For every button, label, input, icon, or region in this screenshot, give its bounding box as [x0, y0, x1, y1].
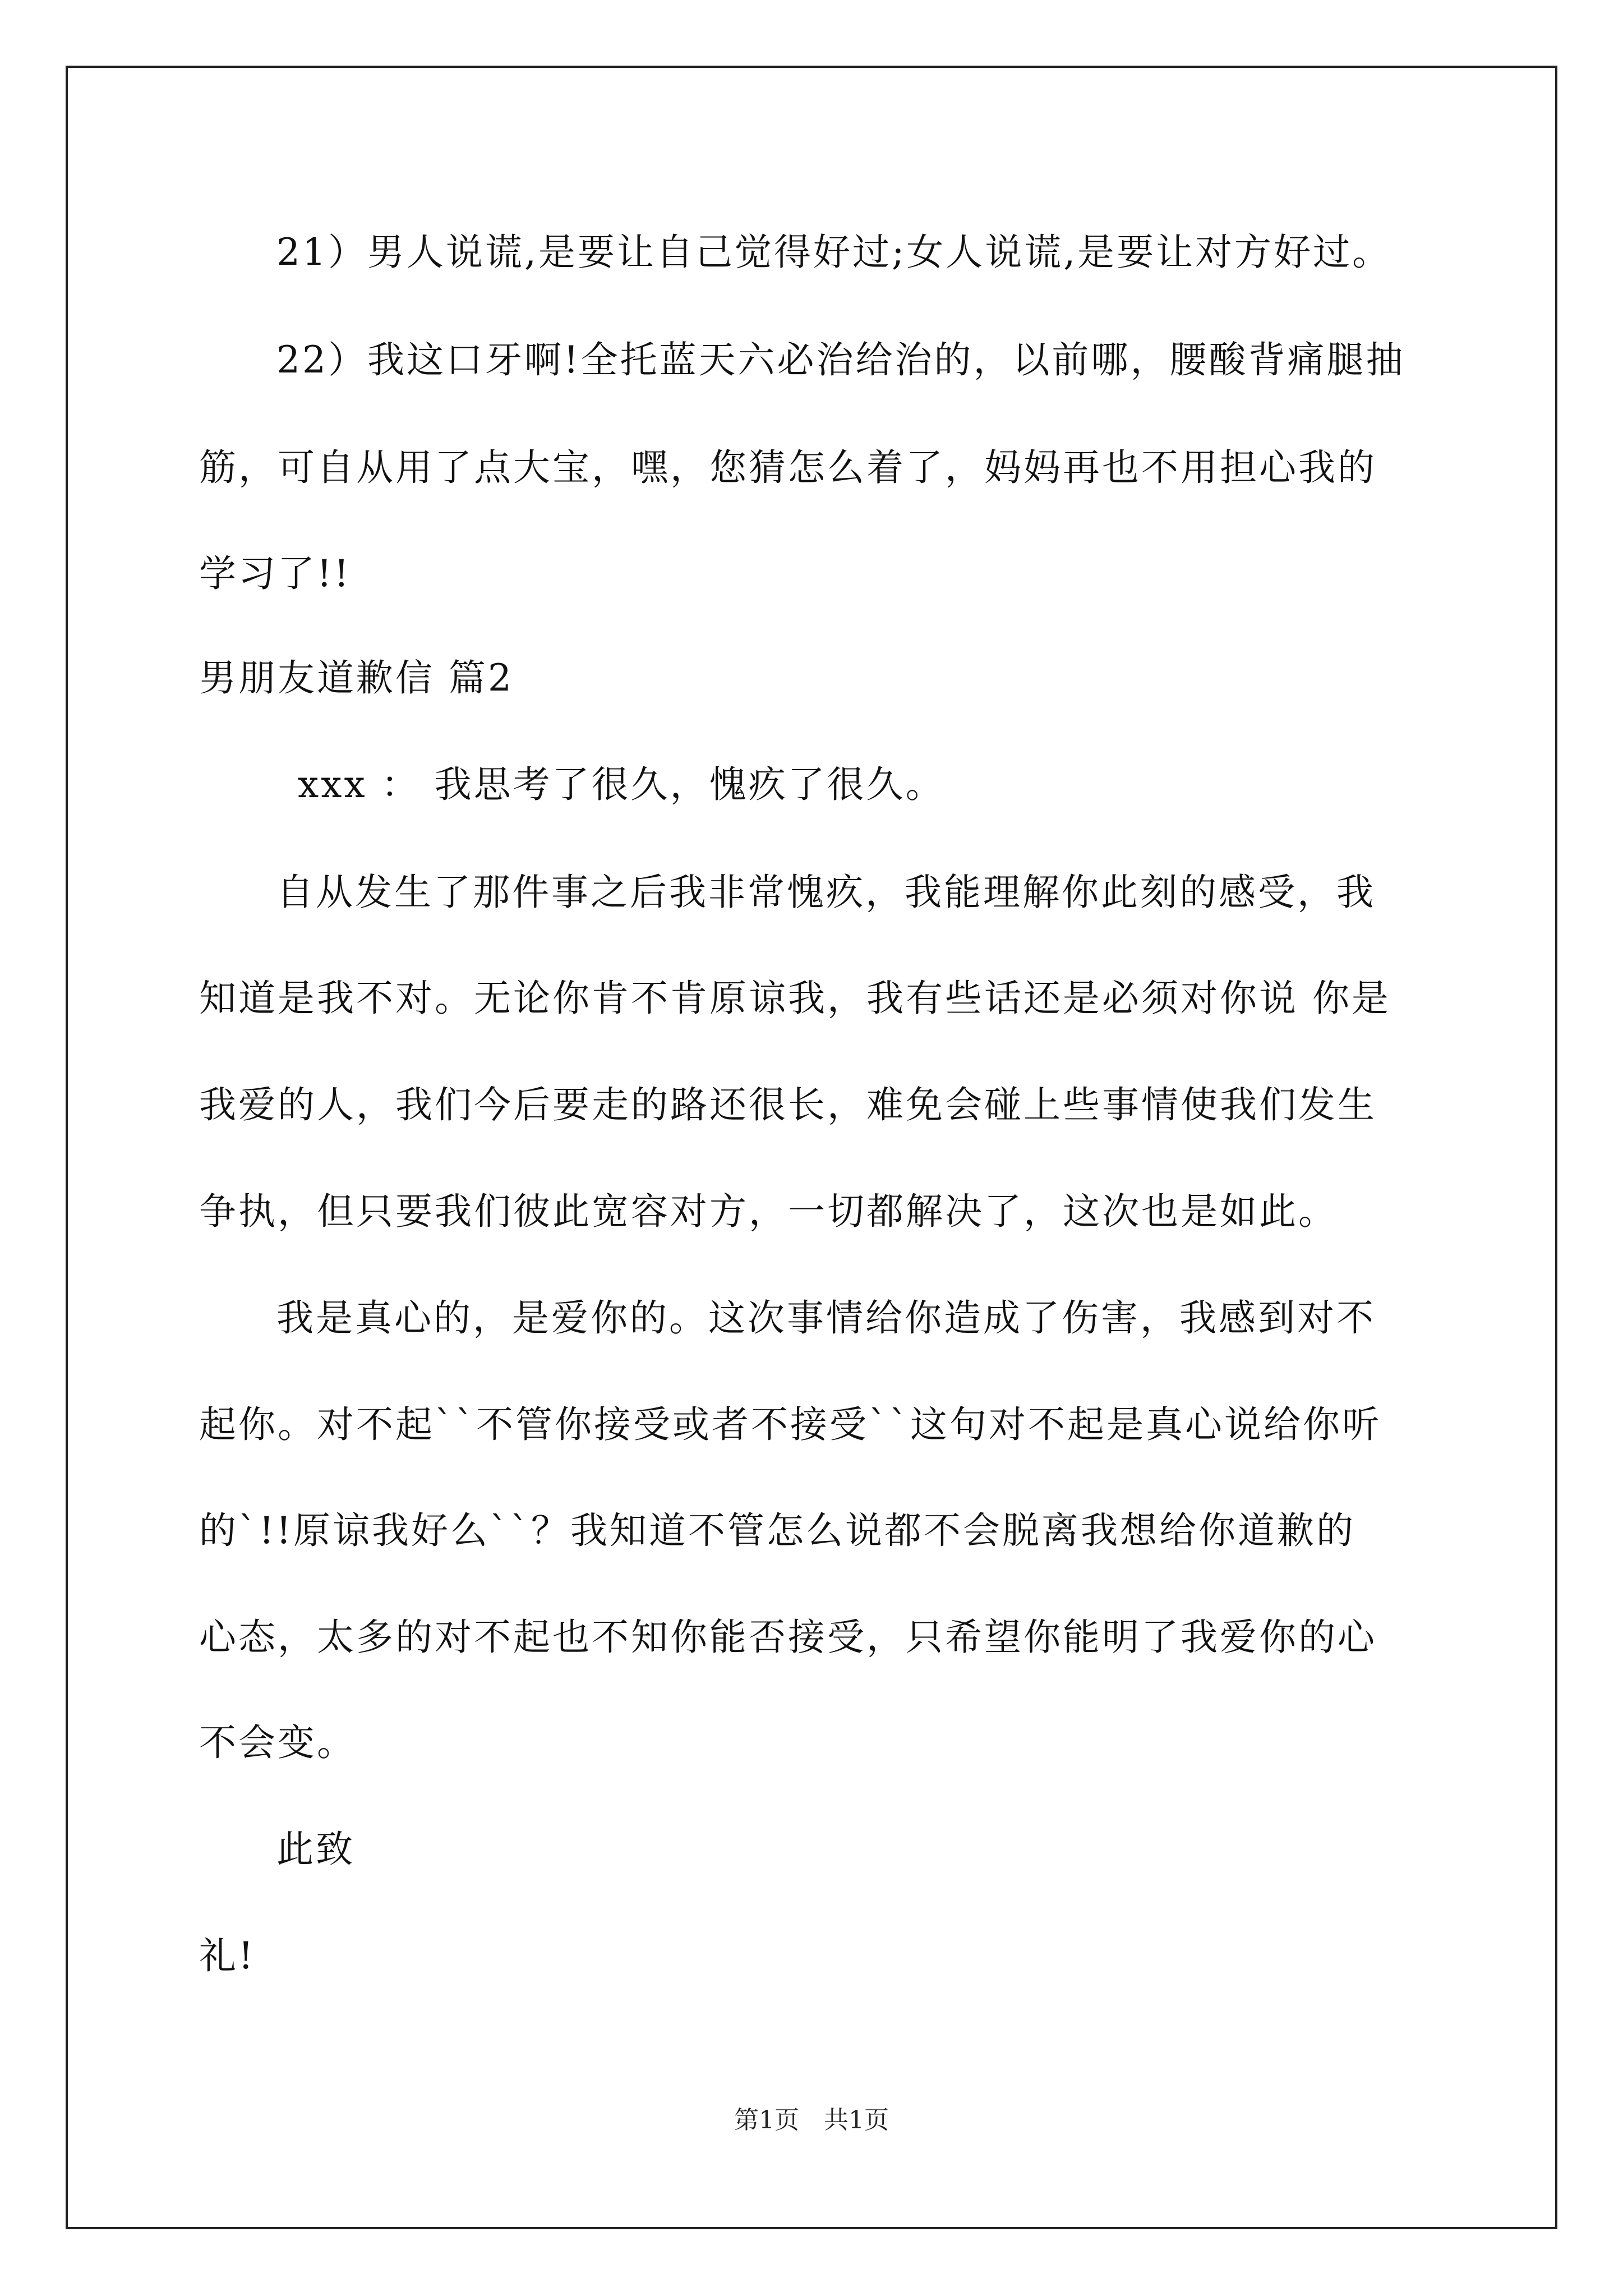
- letter-paragraph-2-line-5: 不会变。: [199, 1721, 356, 1764]
- paragraph-22-line-1: 22）我这口牙啊!全托蓝天六必治给治的，以前哪，腰酸背痛腿抽: [276, 338, 1405, 381]
- paragraph-22-line-3: 学习了!!: [199, 552, 352, 595]
- paragraph-22-line-2: 筋，可自从用了点大宝，嘿，您猜怎么着了，妈妈再也不用担心我的: [199, 446, 1377, 489]
- section-heading: 男朋友道歉信 篇2: [199, 656, 514, 700]
- page-border: [66, 66, 1557, 2229]
- letter-salutation: xxx ： 我思考了很久，愧疚了很久。: [298, 763, 945, 806]
- letter-paragraph-2-line-1: 我是真心的，是爱你的。这次事情给你造成了伤害，我感到对不: [276, 1296, 1376, 1340]
- letter-paragraph-1-line-2: 知道是我不对。无论你肯不肯原谅我，我有些话还是必须对你说 你是: [199, 977, 1391, 1020]
- letter-closing: 此致: [276, 1828, 355, 1871]
- letter-paragraph-1-line-1: 自从发生了那件事之后我非常愧疚，我能理解你此刻的感受，我: [276, 871, 1376, 914]
- letter-closing-salute: 礼!: [199, 1934, 256, 1977]
- page-number-footer: 第1页 共1页: [734, 2106, 889, 2134]
- letter-paragraph-1-line-4: 争执，但只要我们彼此宽容对方，一切都解决了，这次也是如此。: [199, 1190, 1338, 1233]
- letter-paragraph-2-line-4: 心态，太多的对不起也不知你能否接受，只希望你能明了我爱你的心: [199, 1616, 1377, 1659]
- letter-paragraph-2-line-2: 起你。对不起``不管你接受或者不接受``这句对不起是真心说给你听: [199, 1403, 1381, 1446]
- paragraph-21: 21）男人说谎,是要让自己觉得好过;女人说谎,是要让对方好过。: [276, 231, 1392, 274]
- letter-paragraph-1-line-3: 我爱的人，我们今后要走的路还很长，难免会碰上些事情使我们发生: [199, 1083, 1377, 1126]
- letter-paragraph-2-line-3: 的`!!原谅我好么``？我知道不管怎么说都不会脱离我想给你道歉的: [199, 1509, 1356, 1552]
